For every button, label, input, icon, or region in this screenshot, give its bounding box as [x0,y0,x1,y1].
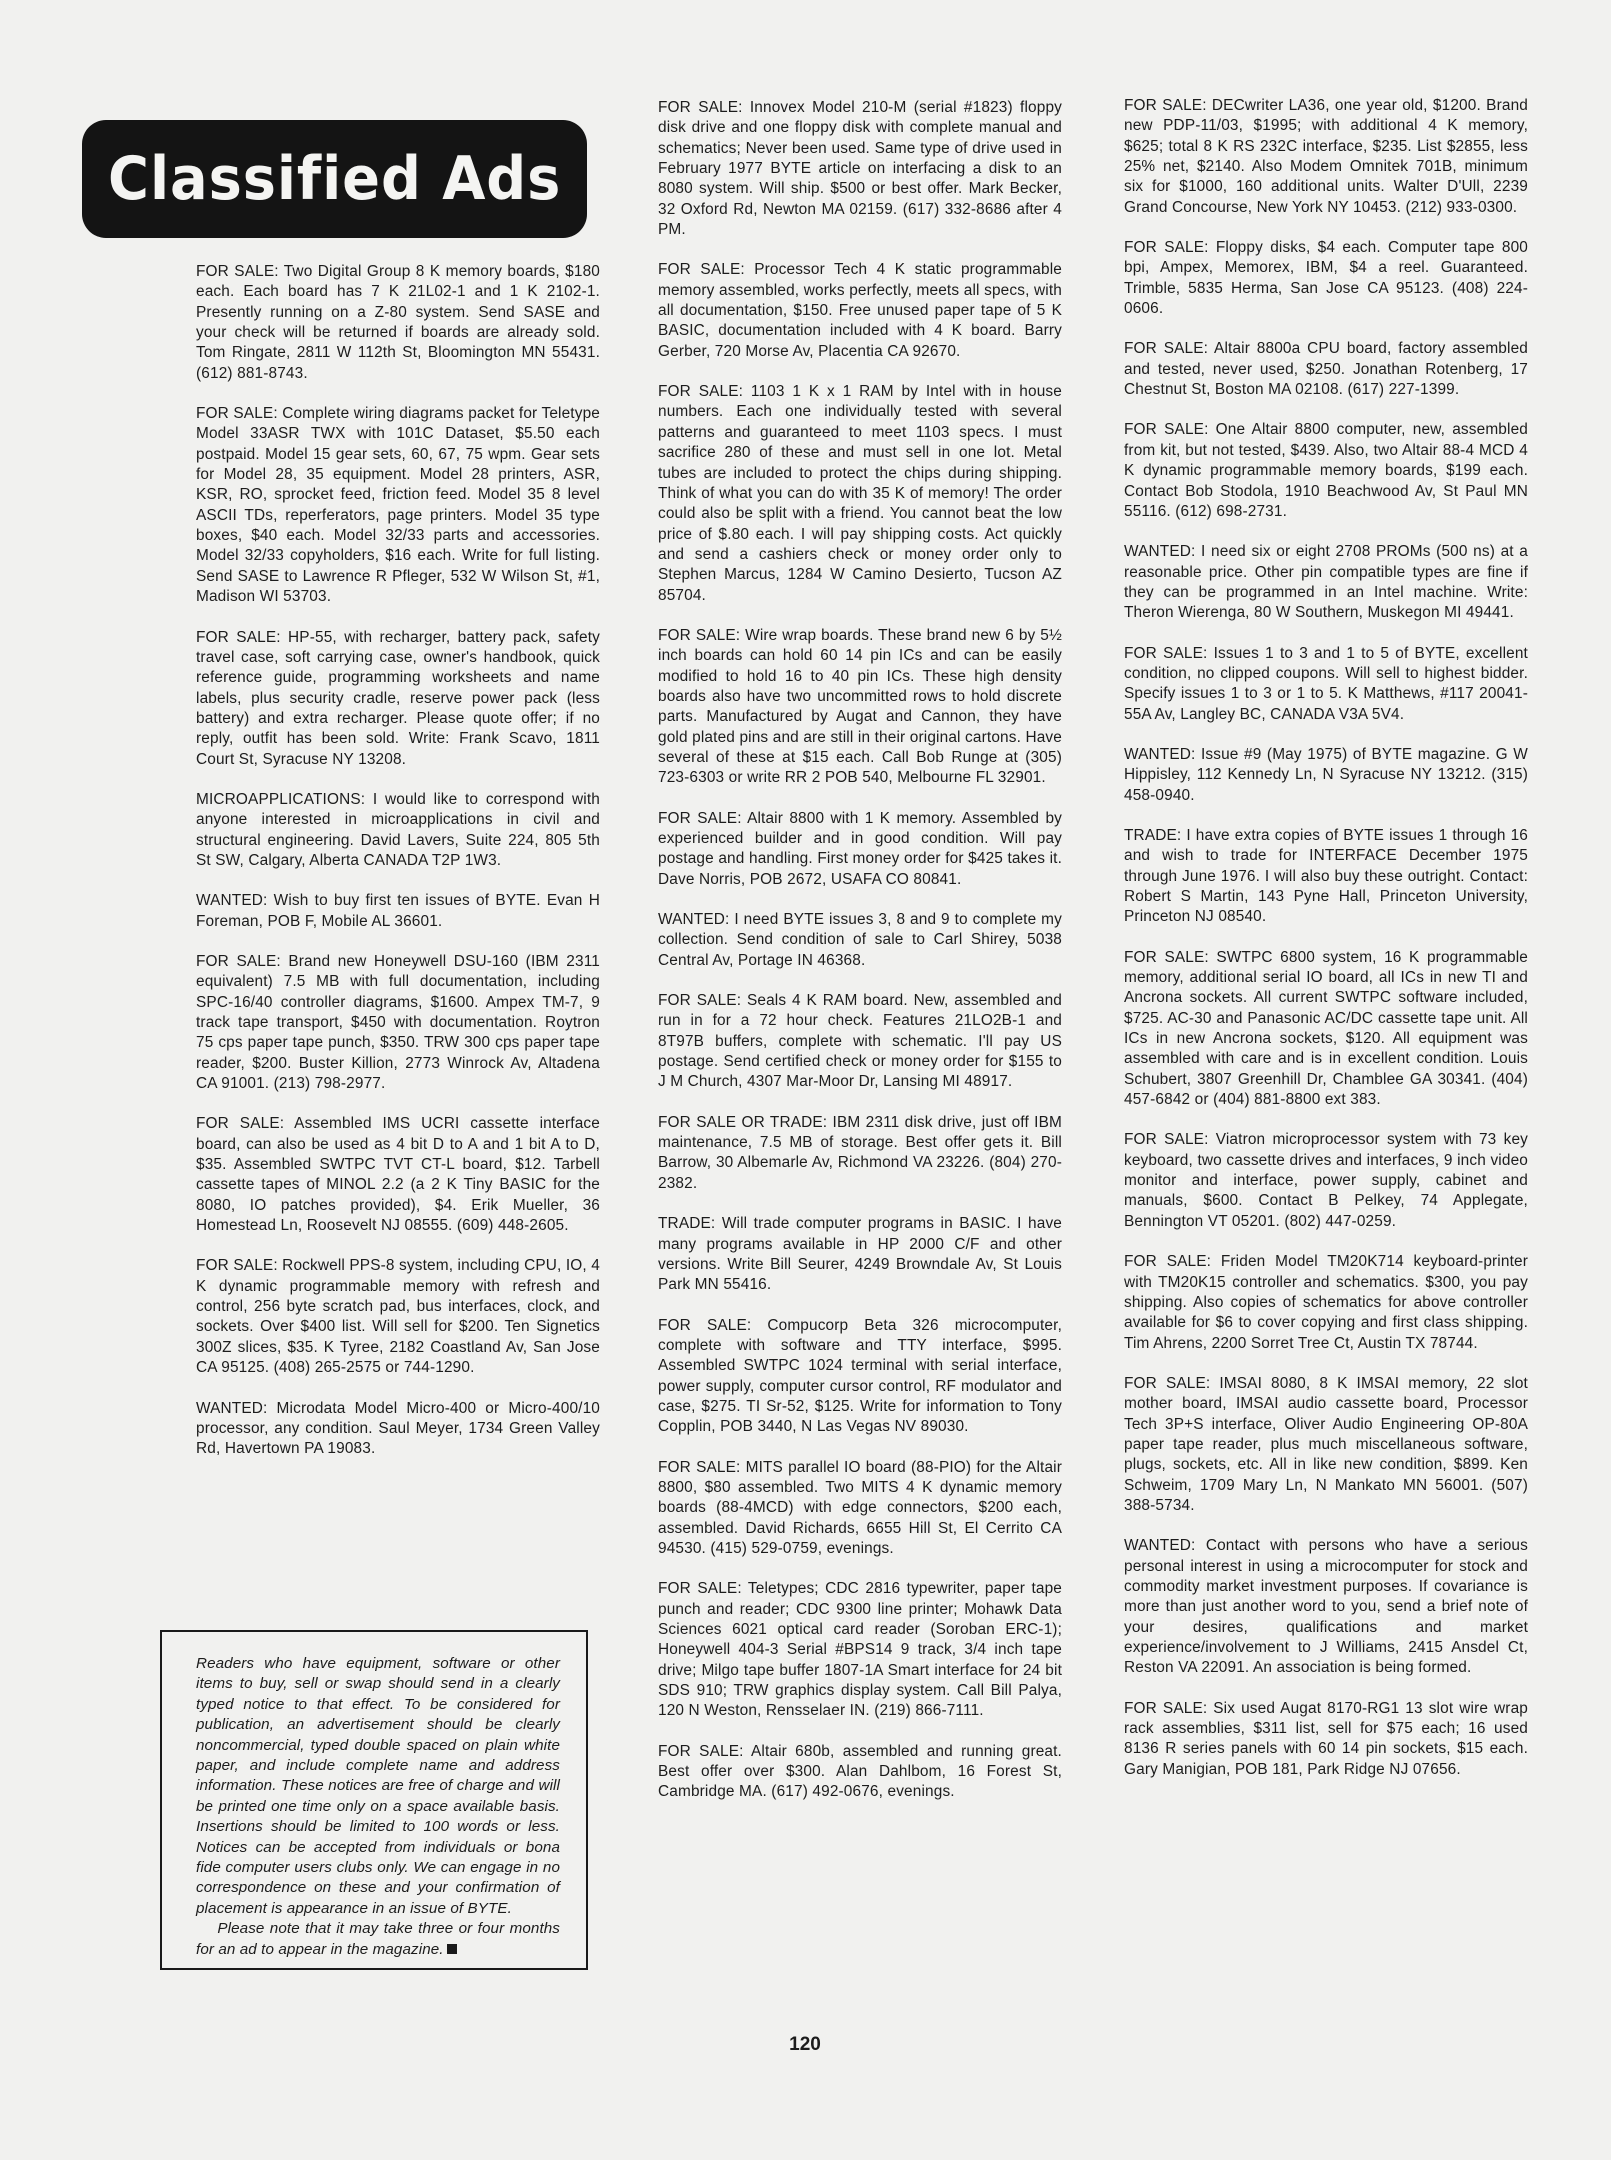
ad-item: WANTED: Contact with persons who have a serious personal interest in using a microcomputer for stock and commodity market investment purposes. If covariance is more than just another word to you, send a brief note of your desires, qualifications and market experience/involvement to J Williams, 2415 Ansdel Ct, Reston VA 22091. An association is being formed. [1124,1537,1528,1677]
ad-item: FOR SALE: One Altair 8800 computer, new, assembled from kit, but not tested, $439. Also, two Altair 88-4 MCD 4 K dynamic programmable memory boards, $199 each. Contact Bob Stodola, 1910 Beachwood Av, St Paul MN 55116. (612) 698-2731. [1124,421,1528,520]
notice-paragraph-2 [196,1919,560,1960]
column-middle [658,98,1062,1823]
ad-item: FOR SALE OR TRADE: IBM 2311 disk drive, just off IBM maintenance, 7.5 MB of storage. Best offer gets it. Bill Barrow, 30 Albemarle Av, Richmond VA 23226. (804) 270-2382. [658,1113,1062,1192]
ad-item: FOR SALE: Complete wiring diagrams packet for Teletype Model 33ASR TWX with 101C Dataset, $5.50 each postpaid. Model 15 gear sets, 60, 67, 75 wpm. Gear sets for Model 28, 35 equipment. Model 28 printers, ASR, KSR, RO, sprocket feed, friction feed. Model 35 8 level ASCII TDs, reperferators, page printers. Model 35 type boxes, $40 each. Model 32/33 parts and accessories. Model 32/33 copyholders, $16 each. Write for full listing. Send SASE to Lawrence R Pfleger, 532 W Wilson St, #1, Madison WI 53703. [196,405,600,606]
ad-item: FOR SALE: Teletypes; CDC 2816 typewriter, paper tape punch and reader; CDC 9300 line printer; Mohawk Data Sciences 6021 optical card reader (Soroban ERC-1); Honeywell 404-3 Serial #BPS14 9 track, 3/4 inch tape drive; Milgo tape buffer 1807-1A Smart interface for 24 bit SDS 910; TRW graphics display system. Call Bill Palya, 120 N Weston, Rensselaer IN. (219) 866-7111. [658,1580,1062,1720]
classified-ads-banner [82,120,587,238]
column-left [196,262,600,1480]
ad-item: FOR SALE: 1103 1 K x 1 RAM by Intel with in house numbers. Each one individually tested with several patterns and guaranteed to meet 1103 specs. I must sacrifice 280 of these and must sell in one lot. Metal tubes are included to protect the chips during shipping. Think of what you can do with 35 K of memory! The order could also be split with a friend. You cannot beat the low price of $.80 each. I will pay shipping costs. Act quickly and send a cashiers check or money order only to Stephen Marcus, 1284 W Camino Desierto, Tucson AZ 85704. [658,383,1062,604]
ad-item: FOR SALE: Processor Tech 4 K static programmable memory assembled, works perfectly, meets all specs, with all documentation, $150. Free unused paper tape of 5 K BASIC, documentation included with 4 K board. Barry Gerber, 720 Morse Av, Placentia CA 92670. [658,261,1062,360]
page-number: 120 [789,2034,821,2055]
ad-item: WANTED: I need BYTE issues 3, 8 and 9 to complete my collection. Send condition of sale to Carl Shirey, 5038 Central Av, Portage IN 46368. [658,911,1062,969]
ad-item: FOR SALE: Two Digital Group 8 K memory boards, $180 each. Each board has 7 K 21L02-1 and 1 K 2102-1. Presently running on a Z-80 system. Send SASE and your check will be returned if boards are already sold. Tom Ringate, 2811 W 112th St, Bloomington MN 55431. (612) 881-8743. [196,263,600,382]
ad-item: FOR SALE: Compucorp Beta 326 microcomputer, complete with software and TTY interface, $995. Assembled SWTPC 1024 terminal with serial interface, power supply, computer cursor control, RF modulator and case, $275. TI Sr-52, $125. Write for information to Tony Copplin, POB 3440, N Las Vegas NV 89030. [658,1316,1062,1436]
ad-item: FOR SALE: IMSAI 8080, 8 K IMSAI memory, 22 slot mother board, IMSAI audio cassette board, Processor Tech 3P+S interface, Oliver Audio Engineering OP-80A paper tape reader, plus much miscellaneous software, plugs, sockets, etc. All in like new condition, $899. Ken Schweim, 1709 Mary Ln, N Mankato MN 56001. (507) 388-5734. [1124,1374,1528,1514]
column-right [1124,96,1528,1800]
ad-item: FOR SALE: Innovex Model 210-M (serial #1823) floppy disk drive and one floppy disk with complete manual and schematics; Never been used. Same type of drive used in February 1977 BYTE article on interfacing a disk to an 8080 system. Will ship. $500 or best offer. Mark Becker, 32 Oxford Rd, Newton MA 02159. (617) 332-8686 after 4 PM. [658,99,1062,239]
ad-item: FOR SALE: Altair 8800a CPU board, factory assembled and tested, never used, $250. Jonathan Rotenberg, 17 Chestnut St, Boston MA 02108. (617) 227-1399. [1124,340,1528,399]
ad-item: FOR SALE: Altair 680b, assembled and running great. Best offer over $300. Alan Dahlbom, 16 Forest St, Cambridge MA. (617) 492-0676, evenings. [658,1742,1062,1801]
ad-item: FOR SALE: DECwriter LA36, one year old, $1200. Brand new PDP-11/03, $1995; with additional 4 K memory, $625; total 8 K RS 232C interface, $235. List $2855, less 25% net, $2140. Also Modem Omnitek 701B, minimum six for $1000, 160 additional units. Walter D'Ull, 2239 Grand Concourse, New York NY 10453. (212) 933-0300. [1124,97,1528,216]
ad-item: WANTED: Wish to buy first ten issues of BYTE. Evan H Foreman, POB F, Mobile AL 36601. [196,892,600,930]
ad-item: FOR SALE: SWTPC 6800 system, 16 K programmable memory, additional serial IO board, all ICs in new TI and Ancrona sockets. All current SWTPC software included, $725. AC-30 and Panasonic AC/DC cassette tape unit. All ICs in new Ancrona sockets, $120. All equipment was assembled with care and is in excellent condition. Louis Schubert, 3807 Greenhill Dr, Chamblee GA 30341. (404) 457-6842 or (404) 881-8800 ext 383. [1124,948,1528,1109]
ad-item: WANTED: Microdata Model Micro-400 or Micro-400/10 processor, any condition. Saul Meyer, 1734 Green Valley Rd, Havertown PA 19083. [196,1399,600,1458]
ad-item: FOR SALE: Seals 4 K RAM board. New, assembled and run in for a 72 hour check. Features 21LO2B-1 and 8T97B buffers, complete with schematic. I'll pay US postage. Send certified check or money order for $155 to J M Church, 4307 Mar-Moor Dr, Lansing MI 48917. [658,992,1062,1091]
ad-item: FOR SALE: Wire wrap boards. These brand new 6 by 5½ inch boards can hold 60 14 pin ICs and can be easily modified to hold 16 to 40 pin ICs. These high density boards also have two uncommitted rows to hold discrete parts. Manufactured by Augat and Cannon, they have gold plated pins and are still in their original cartons. Have several of these at $15 each. Call Bob Runge at (305) 723-6303 or write RR 2 POB 540, Melbourne FL 32901. [658,626,1062,787]
ad-item: WANTED: I need six or eight 2708 PROMs (500 ns) at a reasonable price. Other pin compatible types are fine if they can be programmed in an Intel machine. Write: Theron Wierenga, 80 W Southern, Muskegon MI 49441. [1124,543,1528,622]
ad-item: FOR SALE: Six used Augat 8170-RG1 13 slot wire wrap rack assemblies, $311 list, sell for $75 each; 16 used 8136 R series panels with 60 14 pin sockets, $15 each. Gary Manigian, POB 181, Park Ridge NJ 07656. [1124,1699,1528,1778]
ad-item: FOR SALE: Issues 1 to 3 and 1 to 5 of BYTE, excellent condition, no clipped coupons. Will sell to highest bidder. Specify issues 1 to 3 or 1 to 5. K Matthews, #117 20041-55A Av, Langley BC, CANADA V3A 5V4. [1124,644,1528,723]
ad-item: FOR SALE: Altair 8800 with 1 K memory. Assembled by experienced builder and in good condition. Will pay postage and handling. First money order for $425 takes it. Dave Norris, POB 2672, USAFA CO 80841. [658,809,1062,888]
submission-notice-box [160,1630,588,1970]
end-mark-icon [447,1944,457,1954]
ad-item: TRADE: I have extra copies of BYTE issues 1 through 16 and wish to trade for INTERFACE December 1975 through June 1976. I will also buy these outright. Contact: Robert S Martin, 143 Pyne Hall, Princeton University, Princeton NJ 08540. [1124,826,1528,926]
ad-item: MICROAPPLICATIONS: I would like to correspond with anyone interested in microapplications in civil and structural engineering. David Lavers, Suite 224, 805 5th St SW, Calgary, Alberta CANADA T2P 1W3. [196,790,600,869]
ad-item: FOR SALE: Assembled IMS UCRI cassette interface board, can also be used as 4 bit D to A and 1 bit A to D, $35. Assembled SWTPC TVT CT-L board, $12. Tarbell cassette tapes of MINOL 2.2 (a 2 K Tiny BASIC for the 8080, IO patches provided), $4. Erik Mueller, 36 Homestead Ln, Roosevelt NJ 08555. (609) 448-2605. [196,1115,600,1235]
ad-item: FOR SALE: HP-55, with recharger, battery pack, safety travel case, soft carrying case, owner's handbook, quick reference guide, programming worksheets and name labels, plus security cradle, reserve power pack (less battery) and extra recharger. Please quote offer; if no reply, outfit has been sold. Write: Frank Scavo, 1811 Court St, Syracuse NY 13208. [196,628,600,768]
banner-title: Classified Ads [107,144,562,214]
notice-paragraph-1: Readers who have equipment, software or other items to buy, sell or swap should send in a clearly typed notice to that effect. To be considered for publication, an advertisement should be clearly noncommercial, typed double spaced on plain white paper, and include complete name and address information. These notices are free of charge and will be printed one time only on a space available basis. Insertions should be limited to 100 words or less. Notices can be accepted from individuals or bona fide computer users clubs only. We can engage in no correspondence on these and your confirmation of placement is appearance in an issue of BYTE. [196,1655,560,1917]
ad-item: WANTED: Issue #9 (May 1975) of BYTE magazine. G W Hippisley, 112 Kennedy Ln, N Syracuse NY 13212. (315) 458-0940. [1124,745,1528,804]
ad-item: FOR SALE: Viatron microprocessor system with 73 key keyboard, two cassette drives and interfaces, 9 inch video monitor and interface, power supply, cabinet and manuals, $600. Contact B Pelkey, 74 Applegate, Bennington VT 05201. (802) 447-0259. [1124,1131,1528,1230]
ad-item: FOR SALE: Friden Model TM20K714 keyboard-printer with TM20K15 controller and schematics. $300, you pay shipping. Also copies of schematics for above controller available for $6 to cover copying and first class shipping. Tim Ahrens, 2200 Sorret Tree Ct, Austin TX 78744. [1124,1253,1528,1352]
ad-item: FOR SALE: MITS parallel IO board (88-PIO) for the Altair 8800, $80 assembled. Two MITS 4 K dynamic memory boards (88-4MCD) with edge connectors, $200 each, assembled. David Richards, 6655 Hill St, El Cerrito CA 94530. (415) 529-0759, evenings. [658,1458,1062,1557]
notice-paragraph-2-text: Please note that it may take three or four months for an ad to appear in the magazine. [196,1920,561,1958]
ad-item: FOR SALE: Floppy disks, $4 each. Computer tape 800 bpi, Ampex, Memorex, IBM, $4 a reel. Guaranteed. Trimble, 5835 Herma, San Jose CA 95123. (408) 224-0606. [1124,239,1528,318]
ad-item: FOR SALE: Brand new Honeywell DSU-160 (IBM 2311 equivalent) 7.5 MB with full documentation, including SPC-16/40 controller diagrams, $1600. Ampex TM-7, 9 track tape transport, $450 with documentation. Roytron 75 cps paper tape punch, $350. TRW 300 cps paper tape reader, $200. Buster Killion, 2773 Winrock Av, Altadena CA 91001. (213) 798-2977. [196,952,600,1093]
ad-item: FOR SALE: Rockwell PPS-8 system, including CPU, IO, 4 K dynamic programmable memory with refresh and control, 256 byte scratch pad, bus interfaces, clock, and sockets. Over $400 list. Will sell for $200. Ten Signetics 300Z slices, $35. K Tyree, 2182 Coastland Av, San Jose CA 95125. (408) 265-2575 or 744-1290. [196,1257,600,1377]
ad-item: TRADE: Will trade computer programs in BASIC. I have many programs available in HP 2000 C/F and other versions. Write Bill Seurer, 4249 Browndale Av, St Louis Park MN 55416. [658,1215,1062,1294]
